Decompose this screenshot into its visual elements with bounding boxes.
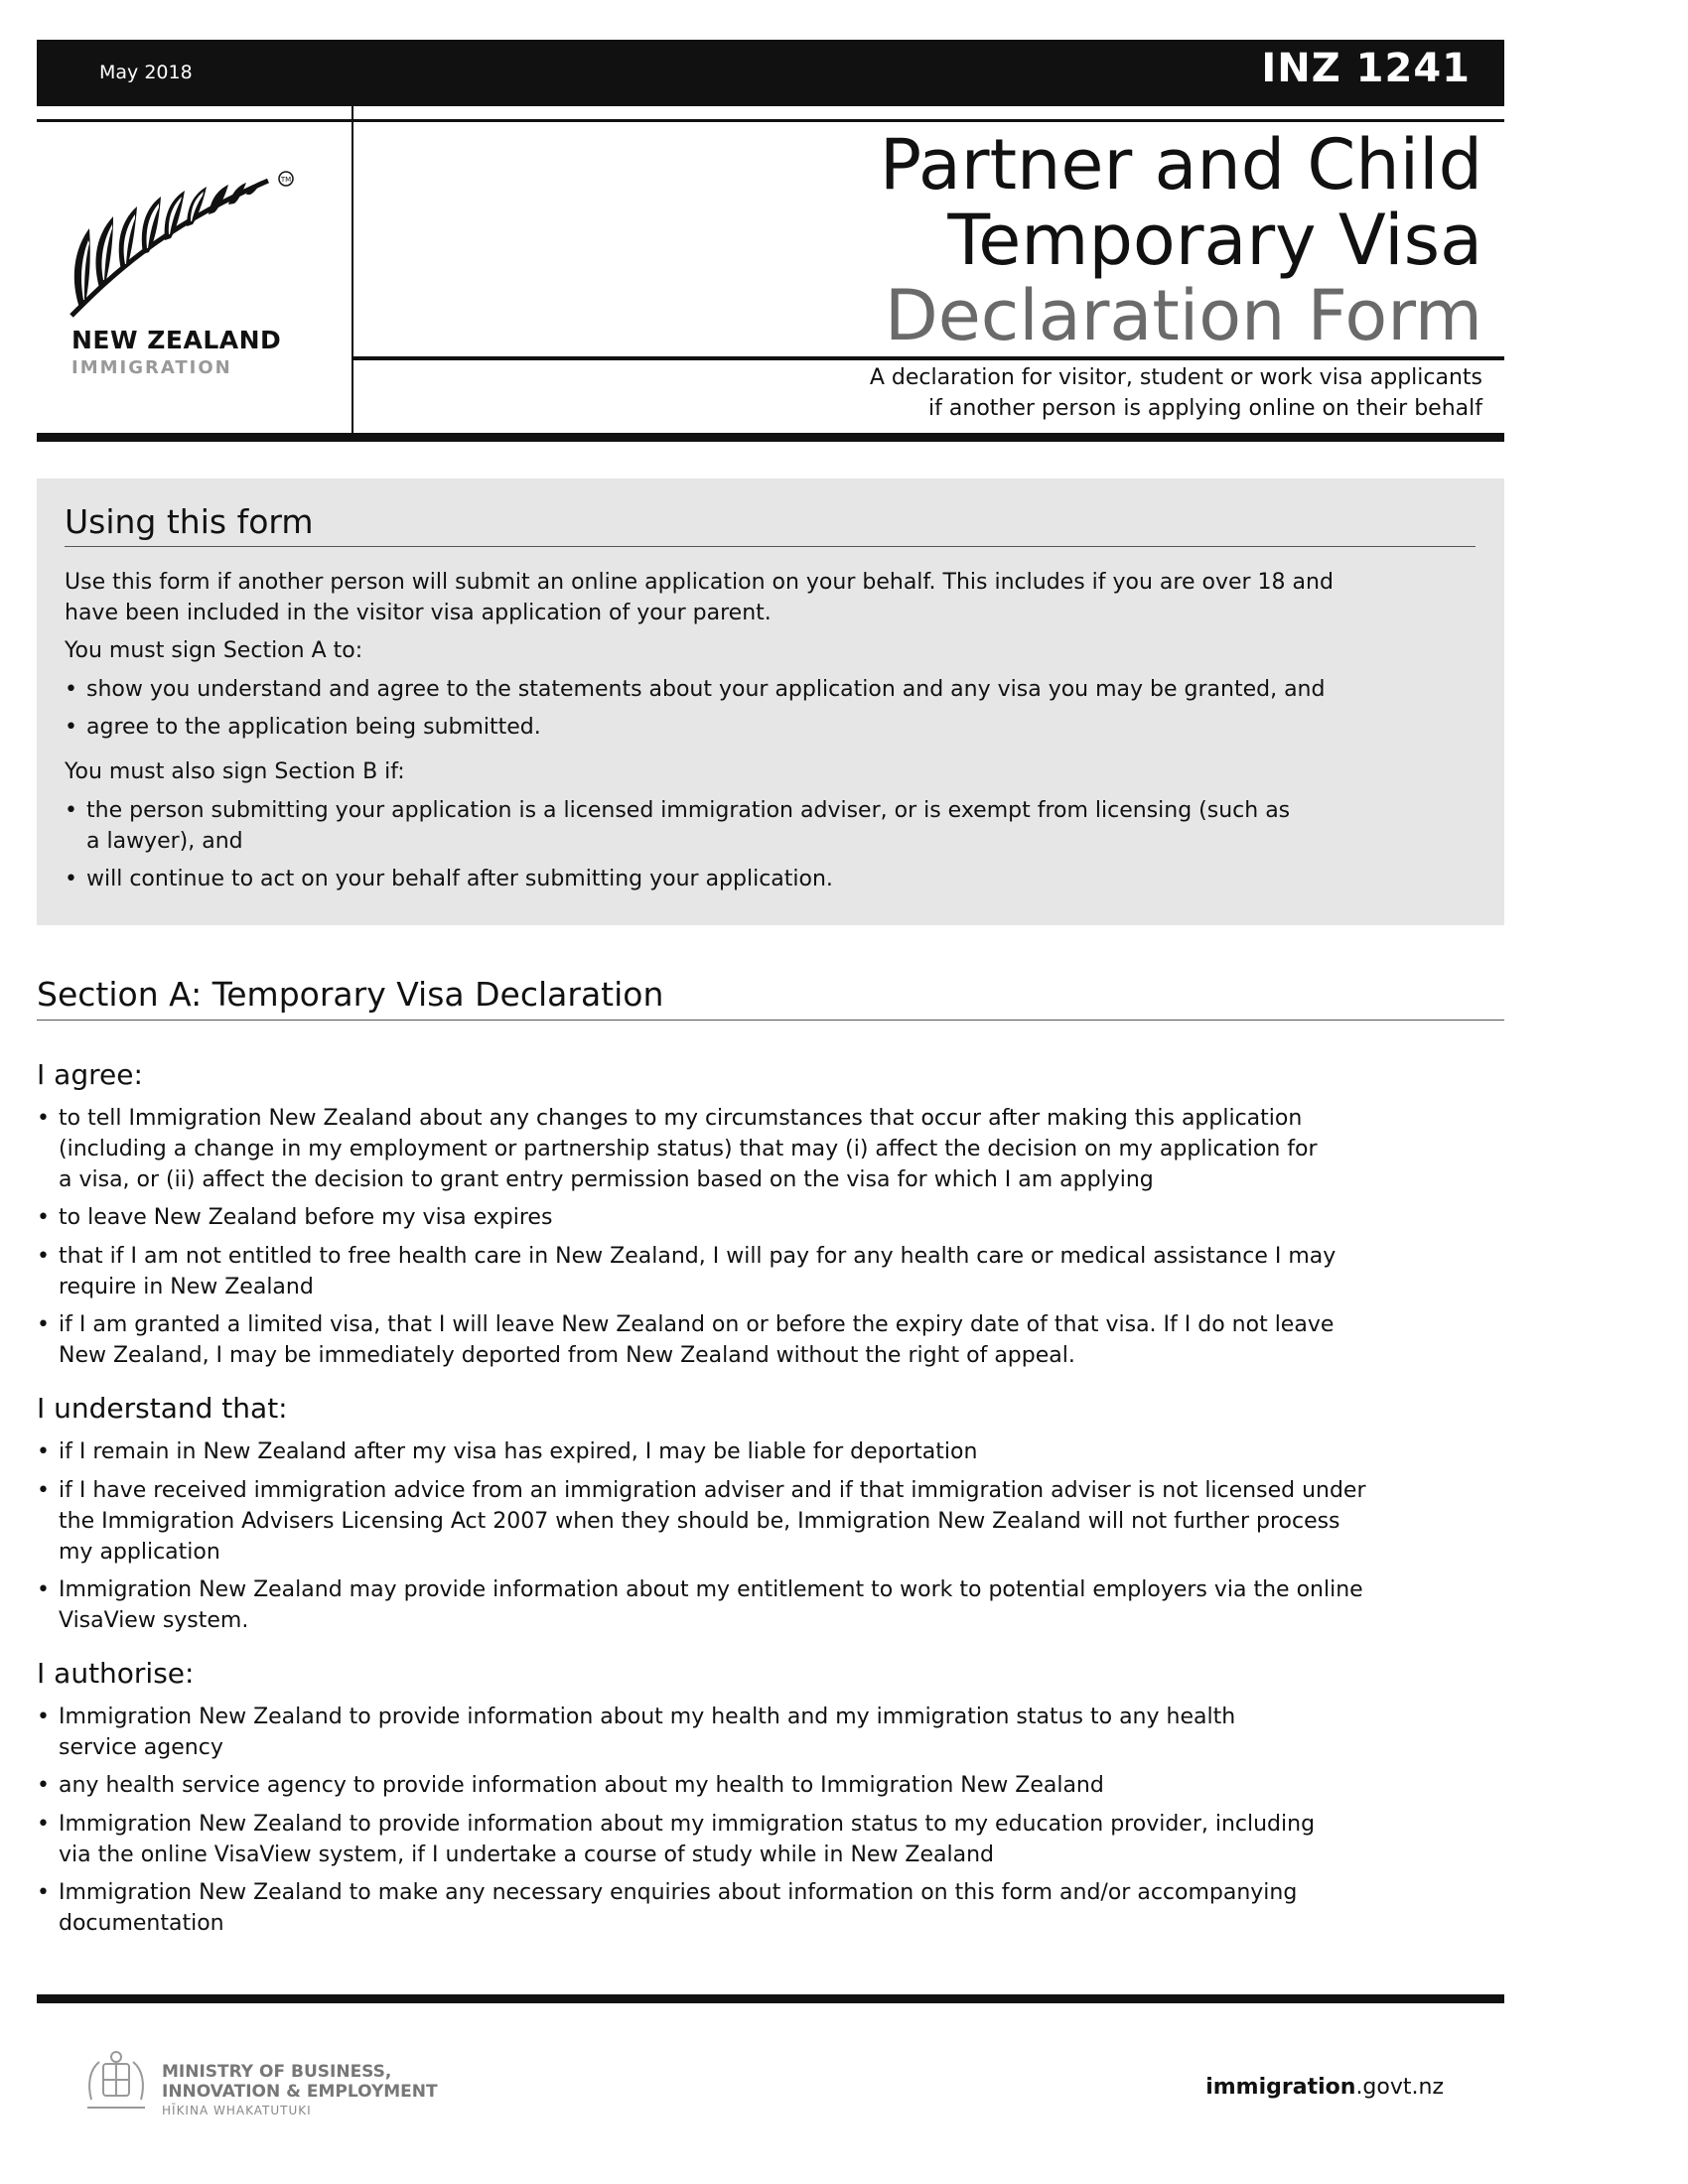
list-item: • to leave New Zealand before my visa expires: [37, 1205, 553, 1230]
list-item: • Immigration New Zealand to make any necessary enquiries about information on this form and/or accompanying documentation: [37, 1880, 1298, 1936]
list-item: • will continue to act on your behalf after submitting your application.: [65, 867, 833, 891]
divider: [65, 546, 1476, 547]
title-line-2: Temporary Visa: [947, 200, 1482, 281]
list-item: • if I am granted a limited visa, that I will leave New Zealand on or before the expiry date of that visa. If I do not leave New Zealand, I may be immediately deported from New Zealand without the right of appeal.: [37, 1312, 1335, 1368]
section-a-heading: Section A: Temporary Visa Declaration: [37, 975, 664, 1014]
mbie-logo: [79, 2050, 477, 2119]
understand-heading: I understand that:: [37, 1392, 288, 1425]
list-item: • if I have received immigration advice from an immigration adviser and if that immigration adviser is not licensed under the Immigration Advisers Licensing Act 2007 when they should be, Immigration New Zealand will not further process my application: [37, 1478, 1366, 1565]
nz-immigration-logo: [70, 169, 298, 378]
coat-of-arms-icon: [79, 2050, 154, 2119]
authorise-heading: I authorise:: [37, 1657, 195, 1690]
intro-line-1: Use this form if another person will submit an online application on your behalf. This includes if you are over 18 and: [65, 570, 1334, 595]
subtitle-line-2: if another person is applying online on their behalf: [928, 396, 1482, 421]
form-date: May 2018: [99, 62, 193, 83]
brand-name: NEW ZEALAND: [71, 326, 282, 354]
website-link[interactable]: immigration.govt.nz: [1205, 2075, 1444, 2100]
list-item: • that if I am not entitled to free health care in New Zealand, I will pay for any health care or medical assistance I may require in New Zealand: [37, 1244, 1336, 1299]
divider: [37, 1020, 1504, 1021]
sign-section-b-text: You must also sign Section B if:: [65, 759, 405, 784]
trademark: TM: [280, 176, 292, 184]
silver-fern-icon: [70, 169, 298, 323]
list-item: • show you understand and agree to the statements about your application and any visa you may be granted, and: [65, 677, 1326, 702]
ministry-line-2: INNOVATION & EMPLOYMENT: [162, 2082, 438, 2102]
list-item: • the person submitting your application is a licensed immigration adviser, or is exempt from licensing (such as a lawyer), and: [65, 798, 1291, 854]
intro-text: [65, 567, 1334, 628]
subtitle-line-1: A declaration for visitor, student or work visa applicants: [869, 365, 1482, 390]
title-line-3: Declaration Form: [884, 275, 1482, 356]
list-item: • Immigration New Zealand to provide information about my health and my immigration status to any health service agency: [37, 1705, 1236, 1760]
list-item: • if I remain in New Zealand after my visa has expired, I may be liable for deportation: [37, 1439, 978, 1464]
list-item: • agree to the application being submitted.: [65, 715, 541, 740]
divider: [37, 433, 1504, 442]
list-item: • any health service agency to provide information about my health to Immigration New Zealand: [37, 1773, 1104, 1798]
header-band: [37, 40, 1504, 106]
list-item: • Immigration New Zealand to provide information about my immigration status to my education provider, including via the online VisaView system, if I undertake a course of study while in New Zealand: [37, 1812, 1316, 1867]
ministry-line-1: MINISTRY OF BUSINESS,: [162, 2062, 392, 2082]
form-subtitle: [870, 362, 1482, 424]
divider: [37, 119, 1504, 122]
form-code: INZ 1241: [1261, 46, 1471, 91]
title-line-1: Partner and Child: [879, 124, 1482, 205]
list-item: • Immigration New Zealand may provide information about my entitlement to work to potential employers via the online VisaView system.: [37, 1577, 1363, 1633]
divider: [37, 1994, 1504, 2003]
list-item: • to tell Immigration New Zealand about any changes to my circumstances that occur after making this application (including a change in my employment or partnership status) that may (i) affect the decision on my application for a visa, or (ii) affect the decision to grant entry permission based on the visa for which I am applying: [37, 1106, 1318, 1192]
divider: [352, 105, 353, 433]
agree-heading: I agree:: [37, 1058, 143, 1091]
brand-subname: IMMIGRATION: [71, 357, 232, 378]
ministry-line-3: HĪKINA WHAKATUTUKI: [162, 2104, 312, 2117]
form-title: [879, 124, 1482, 356]
using-form-heading: Using this form: [65, 502, 314, 541]
intro-line-2: have been included in the visitor visa application of your parent.: [65, 601, 772, 625]
using-form-panel: [37, 478, 1504, 925]
sign-section-a-text: You must sign Section A to:: [65, 638, 363, 663]
divider: [353, 356, 1504, 360]
